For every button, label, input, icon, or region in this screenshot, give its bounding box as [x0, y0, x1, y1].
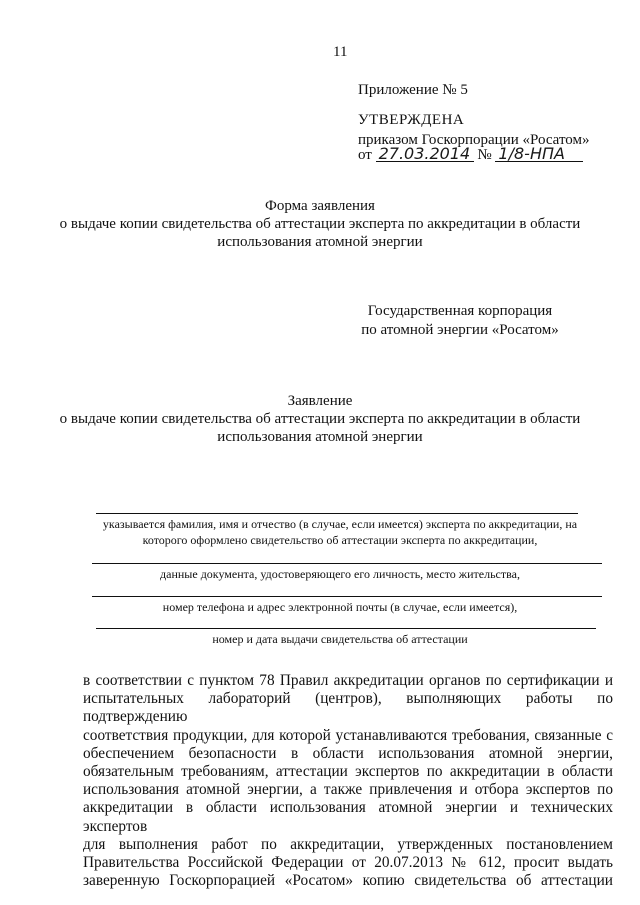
form-title — [40, 197, 600, 251]
body-line-8: для выполнения работ по аккредитации, утвержденных постановлением — [83, 835, 613, 853]
statement-title-line-3: использования атомной энергии — [217, 429, 423, 445]
order-label: приказом Госкорпорации «Росатом» — [358, 132, 590, 148]
recipient-block — [330, 302, 590, 340]
body-line-4: обеспечением безопасности в области использования атомной энергии, — [83, 744, 613, 762]
body-line-5: обязательным требованиям, аттестации экспертов по аккредитации в области — [83, 763, 613, 781]
statement-title — [40, 392, 600, 446]
statement-title-line-1: Заявление — [287, 393, 353, 409]
order-number-label: № — [477, 147, 492, 163]
body-line-1: в соответствии с пунктом 78 Правил аккредитации органов по сертификации и — [83, 672, 613, 689]
page-number: 11 — [333, 44, 348, 60]
field-line-certificate — [96, 628, 596, 629]
caption-certificate: номер и дата выдачи свидетельства об аттестации — [212, 632, 468, 646]
form-title-line-1: Форма заявления — [265, 198, 375, 214]
caption-contacts: номер телефона и адрес электронной почты (в случае, если имеется), — [162, 600, 518, 614]
form-title-line-3: использования атомной энергии — [217, 234, 423, 250]
body-line-3: соответствия продукции, для которой устанавливаются требования, связанные с — [83, 726, 613, 744]
body-line-9: Правительства Российской Федерации от 20.07.2013 № 612, просит выдать — [83, 854, 613, 872]
body-line-7: аккредитации в области использования атомной энергии и технических экспертов — [83, 799, 613, 835]
order-number-handwritten: 1/8-НПА — [495, 146, 583, 162]
statement-body — [83, 672, 613, 890]
recipient-line-2: по атомной энергии «Росатом» — [361, 322, 559, 338]
caption-applicant-name — [60, 516, 620, 548]
form-title-line-2: о выдаче копии свидетельства об аттестации эксперта по аккредитации в области — [59, 216, 581, 232]
statement-title-line-2: о выдаче копии свидетельства об аттестации эксперта по аккредитации в области — [59, 411, 581, 427]
body-line-6: использования атомной энергии, а также привлечения и отбора экспертов по — [83, 781, 613, 799]
order-date-handwritten: 27.03.2014 — [376, 146, 474, 162]
body-line-10: заверенную Госкорпорацией «Росатом» копию свидетельства об аттестации — [83, 872, 613, 890]
caption-identity-document: данные документа, удостоверяющего его личность, место жительства, — [160, 567, 520, 581]
appendix-label: Приложение № 5 — [358, 82, 468, 98]
field-line-contacts — [92, 596, 602, 597]
order-from-label: от — [358, 147, 372, 163]
field-line-identity-document — [92, 563, 602, 564]
recipient-line-1: Государственная корпорация — [367, 303, 553, 319]
body-line-2: испытательных лабораторий (центров), выполняющих работы по подтверждению — [83, 690, 613, 726]
field-line-applicant-name — [96, 513, 578, 514]
approved-label: УТВЕРЖДЕНА — [358, 112, 465, 128]
caption-applicant-name-line-1: указывается фамилия, имя и отчество (в случае, если имеется) эксперта по аккредитации, на — [102, 517, 578, 531]
caption-applicant-name-line-2: которого оформлено свидетельство об аттестации эксперта по аккредитации, — [142, 533, 538, 547]
order-date-line — [358, 146, 583, 164]
